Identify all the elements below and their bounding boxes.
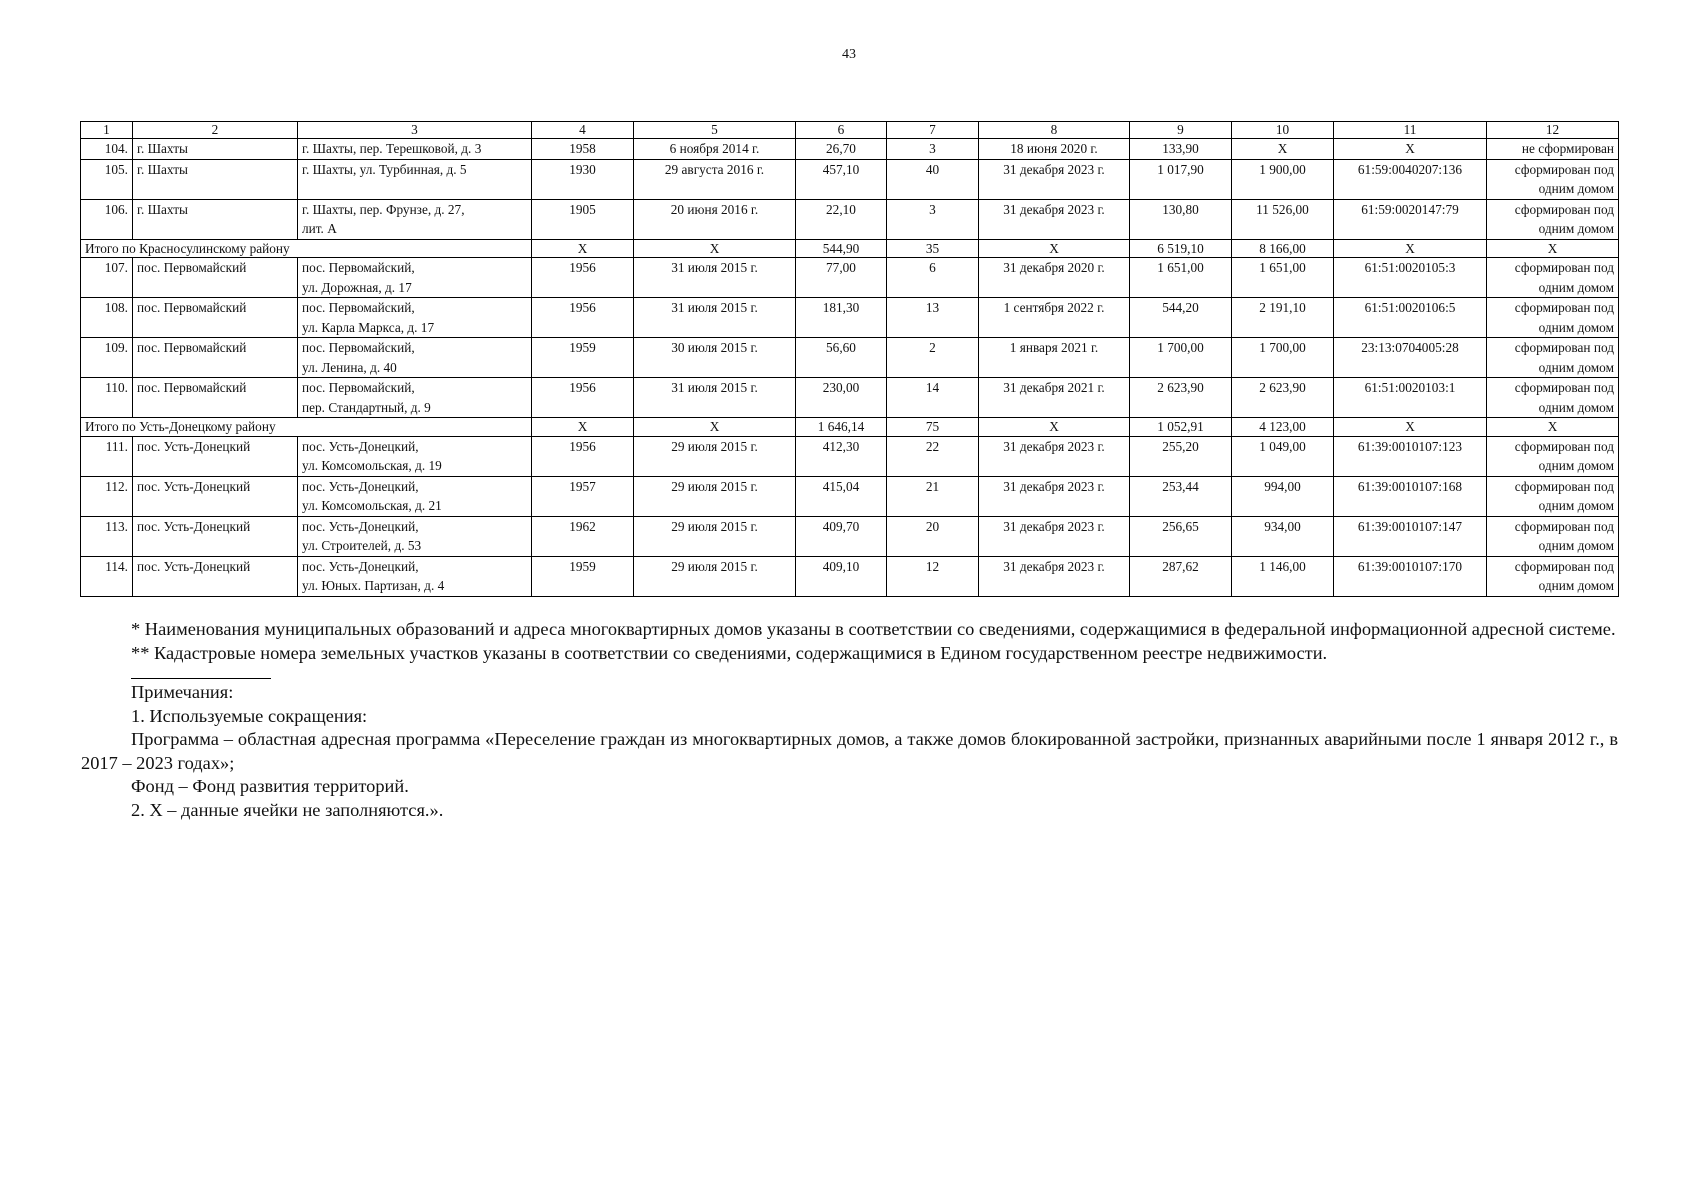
planned-date: 31 декабря 2023 г.	[979, 159, 1130, 199]
value-col-9: 2 623,90	[1130, 378, 1232, 418]
land-plot-status	[1487, 298, 1619, 338]
settlement-name: пос. Первомайский	[133, 378, 298, 418]
building-address-line: пос. Усть-Донецкий,	[302, 478, 419, 494]
settlement-name: пос. Первомайский	[133, 298, 298, 338]
settlement-name: пос. Первомайский	[133, 338, 298, 378]
column-header: 9	[1130, 122, 1232, 139]
planned-date: Х	[979, 239, 1130, 258]
building-address-line: ул. Карла Маркса, д. 17	[302, 319, 435, 335]
value-col-9: 6 519,10	[1130, 239, 1232, 258]
cadastral-number: 23:13:0704005:28	[1334, 338, 1487, 378]
land-plot-status-line: Х	[1547, 419, 1558, 434]
row-number: 104.	[81, 139, 133, 160]
land-plot-status-line: Х	[1547, 240, 1558, 256]
building-address	[298, 139, 532, 160]
settlement-name: пос. Усть-Донецкий	[133, 556, 298, 596]
value-col-9: 253,44	[1130, 476, 1232, 516]
planned-date: 1 января 2021 г.	[979, 338, 1130, 378]
land-plot-status-line: сформирован под	[1514, 380, 1614, 395]
area-value: 544,90	[796, 239, 887, 258]
settlement-name: пос. Первомайский	[133, 258, 298, 298]
land-plot-status-line: сформирован под	[1514, 478, 1614, 494]
land-plot-status-line: одним домом	[1538, 279, 1614, 295]
table-row	[81, 338, 1619, 378]
cadastral-number: Х	[1334, 239, 1487, 258]
year-built: 1959	[532, 556, 634, 596]
building-address-line: ул. Комсомольская, д. 21	[302, 498, 442, 513]
year-built: 1957	[532, 476, 634, 516]
residents-count: 75	[887, 418, 979, 437]
column-header: 7	[887, 122, 979, 139]
building-address	[298, 476, 532, 516]
table-row	[81, 139, 1619, 160]
building-address-line: ул. Ленина, д. 40	[302, 359, 397, 375]
date-recognized-unsafe: 31 июля 2015 г.	[634, 258, 796, 298]
value-col-10: 994,00	[1232, 476, 1334, 516]
planned-date: 31 декабря 2021 г.	[979, 378, 1130, 418]
planned-date: 31 декабря 2020 г.	[979, 258, 1130, 298]
land-plot-status-line: сформирован под	[1514, 518, 1614, 534]
land-plot-status	[1487, 378, 1619, 418]
date-recognized-unsafe: 29 июля 2015 г.	[634, 556, 796, 596]
residents-count: 2	[887, 338, 979, 378]
row-number: 114.	[81, 556, 133, 596]
land-plot-status	[1487, 418, 1619, 437]
cadastral-number: 61:39:0010107:147	[1334, 516, 1487, 556]
note-item-1: 1. Используемые сокращения:	[131, 705, 368, 726]
building-address	[298, 258, 532, 298]
land-plot-status-line: сформирован под	[1514, 201, 1614, 217]
cadastral-number: Х	[1334, 418, 1487, 437]
residents-count: 13	[887, 298, 979, 338]
date-recognized-unsafe: 30 июля 2015 г.	[634, 338, 796, 378]
settlement-name: г. Шахты	[133, 159, 298, 199]
land-plot-status-line: одним домом	[1538, 359, 1614, 375]
year-built: 1956	[532, 258, 634, 298]
date-recognized-unsafe: 6 ноября 2014 г.	[634, 139, 796, 160]
table-header-row	[81, 122, 1619, 139]
year-built: Х	[532, 418, 634, 437]
land-plot-status	[1487, 199, 1619, 239]
building-address	[298, 199, 532, 239]
value-col-9: 1 017,90	[1130, 159, 1232, 199]
building-address-line: пос. Первомайский,	[302, 260, 415, 275]
cadastral-number: 61:59:0040207:136	[1334, 159, 1487, 199]
table-row	[81, 476, 1619, 516]
planned-date: 31 декабря 2023 г.	[979, 556, 1130, 596]
cadastral-number: 61:39:0010107:168	[1334, 476, 1487, 516]
residents-count: 6	[887, 258, 979, 298]
area-value: 1 646,14	[796, 418, 887, 437]
date-recognized-unsafe: 29 июля 2015 г.	[634, 436, 796, 476]
residents-count: 12	[887, 556, 979, 596]
value-col-10: 1 651,00	[1232, 258, 1334, 298]
table-subtotal-row	[81, 239, 1619, 258]
value-col-9: 130,80	[1130, 199, 1232, 239]
planned-date: 31 декабря 2023 г.	[979, 436, 1130, 476]
area-value: 412,30	[796, 436, 887, 476]
land-plot-status-line: одним домом	[1538, 399, 1614, 415]
table-row	[81, 199, 1619, 239]
building-address	[298, 159, 532, 199]
building-address-line: г. Шахты, ул. Турбинная, д. 5	[302, 161, 467, 177]
land-plot-status	[1487, 159, 1619, 199]
year-built: 1956	[532, 436, 634, 476]
residents-count: 22	[887, 436, 979, 476]
table-row	[81, 298, 1619, 338]
date-recognized-unsafe: Х	[634, 239, 796, 258]
land-plot-status-line: одним домом	[1538, 578, 1614, 593]
row-number: 113.	[81, 516, 133, 556]
table-row	[81, 516, 1619, 556]
column-header: 12	[1487, 122, 1619, 139]
row-number: 107.	[81, 258, 133, 298]
year-built: 1962	[532, 516, 634, 556]
footnote-2: ** Кадастровые номера земельных участков указаны в соответствии со сведениями, содержащимися в Едином государственном реестре недвижимости.	[131, 642, 1328, 663]
settlement-name: пос. Усть-Донецкий	[133, 476, 298, 516]
year-built: 1956	[532, 298, 634, 338]
value-col-10: 1 700,00	[1232, 338, 1334, 378]
land-plot-status-line: одним домом	[1538, 221, 1614, 236]
building-address-line: пос. Усть-Донецкий,	[302, 438, 419, 454]
building-address-line: пос. Усть-Донецкий,	[302, 518, 419, 534]
row-number: 111.	[81, 436, 133, 476]
land-plot-status-line: сформирован под	[1514, 340, 1614, 355]
land-plot-status	[1487, 139, 1619, 160]
value-col-9: 133,90	[1130, 139, 1232, 160]
residents-count: 20	[887, 516, 979, 556]
planned-date: 31 декабря 2023 г.	[979, 476, 1130, 516]
year-built: 1958	[532, 139, 634, 160]
value-col-10: 11 526,00	[1232, 199, 1334, 239]
table-row	[81, 159, 1619, 199]
building-address	[298, 516, 532, 556]
building-address-line: пер. Стандартный, д. 9	[302, 399, 431, 415]
area-value: 230,00	[796, 378, 887, 418]
land-plot-status-line: сформирован под	[1514, 260, 1614, 275]
year-built: 1905	[532, 199, 634, 239]
year-built: 1930	[532, 159, 634, 199]
residents-count: 40	[887, 159, 979, 199]
column-header: 6	[796, 122, 887, 139]
area-value: 409,10	[796, 556, 887, 596]
value-col-10: 1 049,00	[1232, 436, 1334, 476]
notes-section	[81, 618, 1618, 822]
building-address-line: ул. Комсомольская, д. 19	[302, 458, 442, 473]
row-number: 112.	[81, 476, 133, 516]
residents-count: 21	[887, 476, 979, 516]
building-address	[298, 436, 532, 476]
table-row	[81, 258, 1619, 298]
land-plot-status	[1487, 436, 1619, 476]
settlement-name: г. Шахты	[133, 139, 298, 160]
table-row	[81, 436, 1619, 476]
table-row	[81, 556, 1619, 596]
area-value: 415,04	[796, 476, 887, 516]
value-col-10: 1 146,00	[1232, 556, 1334, 596]
land-plot-status-line: не сформирован	[1521, 141, 1614, 156]
building-address-line: ул. Юных. Партизан, д. 4	[302, 578, 445, 593]
cadastral-number: 61:39:0010107:170	[1334, 556, 1487, 596]
table-subtotal-row	[81, 418, 1619, 437]
row-number: 109.	[81, 338, 133, 378]
year-built: 1959	[532, 338, 634, 378]
row-number: 106.	[81, 199, 133, 239]
cadastral-number: 61:51:0020105:3	[1334, 258, 1487, 298]
note-fund-definition: Фонд – Фонд развития территорий.	[131, 776, 409, 796]
date-recognized-unsafe: 31 июля 2015 г.	[634, 378, 796, 418]
value-col-9: 1 052,91	[1130, 418, 1232, 437]
cadastral-number: 61:51:0020106:5	[1334, 298, 1487, 338]
building-address	[298, 298, 532, 338]
year-built: Х	[532, 239, 634, 258]
value-col-9: 255,20	[1130, 436, 1232, 476]
column-header: 4	[532, 122, 634, 139]
residents-count: 35	[887, 239, 979, 258]
note-program-definition: Программа – областная адресная программа «Переселение граждан из многоквартирных домов, а также домов блокированной застройки, признанных аварийными после 1 января 2012 г., в 2017 – 2023 годах»;	[81, 729, 1618, 773]
date-recognized-unsafe: 31 июля 2015 г.	[634, 298, 796, 338]
cadastral-number: 61:59:0020147:79	[1334, 199, 1487, 239]
building-address-line: ул. Дорожная, д. 17	[302, 279, 412, 295]
land-plot-status	[1487, 476, 1619, 516]
land-plot-status-line: одним домом	[1538, 319, 1614, 335]
column-header: 10	[1232, 122, 1334, 139]
area-value: 181,30	[796, 298, 887, 338]
planned-date: 31 декабря 2023 г.	[979, 516, 1130, 556]
planned-date: 1 сентября 2022 г.	[979, 298, 1130, 338]
column-header: 11	[1334, 122, 1487, 139]
value-col-9: 1 700,00	[1130, 338, 1232, 378]
area-value: 22,10	[796, 199, 887, 239]
planned-date: Х	[979, 418, 1130, 437]
residents-count: 3	[887, 139, 979, 160]
land-plot-status-line: одним домом	[1538, 498, 1614, 513]
area-value: 409,70	[796, 516, 887, 556]
cadastral-number: 61:51:0020103:1	[1334, 378, 1487, 418]
planned-date: 31 декабря 2023 г.	[979, 199, 1130, 239]
area-value: 56,60	[796, 338, 887, 378]
building-address	[298, 338, 532, 378]
table-body	[81, 139, 1619, 597]
value-col-10: 8 166,00	[1232, 239, 1334, 258]
value-col-10: 1 900,00	[1232, 159, 1334, 199]
settlement-name: г. Шахты	[133, 199, 298, 239]
residents-count: 3	[887, 199, 979, 239]
land-plot-status-line: сформирован под	[1514, 438, 1614, 454]
building-address-line: пос. Первомайский,	[302, 300, 415, 315]
land-plot-status-line: одним домом	[1538, 458, 1614, 473]
building-address-line: ул. Строителей, д. 53	[302, 538, 422, 553]
land-plot-status-line: сформирован под	[1514, 300, 1614, 315]
year-built: 1956	[532, 378, 634, 418]
cadastral-number: Х	[1334, 139, 1487, 160]
column-header: 8	[979, 122, 1130, 139]
building-address	[298, 556, 532, 596]
cadastral-number: 61:39:0010107:123	[1334, 436, 1487, 476]
building-address-line: пос. Первомайский,	[302, 340, 415, 355]
residents-count: 14	[887, 378, 979, 418]
land-plot-status	[1487, 239, 1619, 258]
land-plot-status	[1487, 556, 1619, 596]
value-col-9: 1 651,00	[1130, 258, 1232, 298]
building-address-line: г. Шахты, пер. Терешковой, д. 3	[302, 141, 482, 156]
building-address-line: лит. А	[302, 221, 337, 236]
building-address-line: пос. Первомайский,	[302, 380, 415, 395]
column-header: 2	[133, 122, 298, 139]
column-header: 1	[81, 122, 133, 139]
land-plot-status-line: сформирован под	[1514, 558, 1614, 574]
row-number: 110.	[81, 378, 133, 418]
row-number: 105.	[81, 159, 133, 199]
column-header: 3	[298, 122, 532, 139]
value-col-9: 256,65	[1130, 516, 1232, 556]
separator-line	[131, 678, 271, 679]
land-plot-status	[1487, 516, 1619, 556]
subtotal-label: Итого по Красносулинскому району	[81, 239, 532, 258]
land-plot-status-line: одним домом	[1538, 181, 1614, 196]
value-col-10: 934,00	[1232, 516, 1334, 556]
notes-heading: Примечания:	[131, 682, 234, 702]
settlement-name: пос. Усть-Донецкий	[133, 436, 298, 476]
date-recognized-unsafe: 20 июня 2016 г.	[634, 199, 796, 239]
date-recognized-unsafe: 29 августа 2016 г.	[634, 159, 796, 199]
footnote-1: * Наименования муниципальных образований и адреса многоквартирных домов указаны в соответствии со сведениями, содержащимися в федеральной информационной адресной системе.	[131, 619, 1616, 639]
value-col-9: 287,62	[1130, 556, 1232, 596]
value-col-10: 2 191,10	[1232, 298, 1334, 338]
building-address-line: пос. Усть-Донецкий,	[302, 558, 419, 574]
date-recognized-unsafe: Х	[634, 418, 796, 437]
land-plot-status	[1487, 338, 1619, 378]
column-header: 5	[634, 122, 796, 139]
land-plot-status	[1487, 258, 1619, 298]
area-value: 26,70	[796, 139, 887, 160]
building-address-line: г. Шахты, пер. Фрунзе, д. 27,	[302, 201, 465, 217]
value-col-9: 544,20	[1130, 298, 1232, 338]
land-plot-status-line: сформирован под	[1514, 161, 1614, 177]
planned-date: 18 июня 2020 г.	[979, 139, 1130, 160]
settlement-name: пос. Усть-Донецкий	[133, 516, 298, 556]
value-col-10: Х	[1232, 139, 1334, 160]
area-value: 77,00	[796, 258, 887, 298]
table-row	[81, 378, 1619, 418]
land-plot-status-line: одним домом	[1538, 538, 1614, 553]
note-item-2: 2. Х – данные ячейки не заполняются.».	[131, 799, 444, 820]
housing-table	[80, 121, 1619, 597]
value-col-10: 4 123,00	[1232, 418, 1334, 437]
value-col-10: 2 623,90	[1232, 378, 1334, 418]
date-recognized-unsafe: 29 июля 2015 г.	[634, 516, 796, 556]
date-recognized-unsafe: 29 июля 2015 г.	[634, 476, 796, 516]
page-number: 43	[842, 47, 856, 62]
row-number: 108.	[81, 298, 133, 338]
building-address	[298, 378, 532, 418]
area-value: 457,10	[796, 159, 887, 199]
subtotal-label: Итого по Усть-Донецкому району	[81, 418, 532, 437]
